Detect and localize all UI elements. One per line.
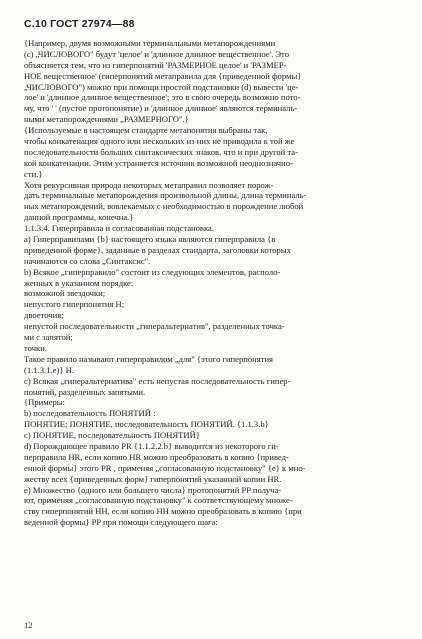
text-line: приведенной форме}, заданные в разделах стандарта, заголовки которых <box>24 244 291 255</box>
text-line: ют, применяя „согласованную подстановку" к соответствующему множе- <box>24 495 293 506</box>
text-line: понятий, разделенных запятыми. <box>24 386 146 397</box>
text-line: ми с запятой; <box>24 332 73 343</box>
text-line: дать терминальные метапорождения произвольной длины, длина терминаль- <box>24 190 307 201</box>
text-line: a) Гиперправилами {b} настоящего языка являются гиперправила {в <box>24 234 276 245</box>
text-line: чтобы конкатенация одного или нескольких из них не приводила к той же <box>24 136 295 147</box>
text-line: сти.} <box>24 168 43 179</box>
text-line: веденной формы} PP при помощи следующего шага: <box>24 517 218 528</box>
text-line: последовательности больших синтаксических знаков, что и при другой та- <box>24 146 298 157</box>
text-line: ПОНЯТИЕ; ПОНЯТИЕ, последовательность ПОНЯТИЙ. {1.1.3.b} <box>24 419 269 430</box>
text-line: „ЧИСЛОВОГО") можно при помощи простой подстановки (d) вывести 'це- <box>24 81 299 92</box>
text-line: точки. <box>24 342 47 353</box>
text-line: женных в указанном порядке: <box>24 277 134 288</box>
text-line: возможной звездочки; <box>24 288 106 299</box>
body-text <box>24 38 400 528</box>
page-number: 12 <box>24 620 33 630</box>
text-line: НОЕ вещественное' (гиперпонятий метаправила для {приведенной формы} <box>24 70 302 81</box>
text-line: перправила HR, если копию HR можно преобразовать в копию {привед- <box>24 451 289 462</box>
text-line: с) Всякая „гиперальтернатива" есть непустая последовательность гипер- <box>24 375 291 386</box>
text-line: d) Порождающее правило PR {1.1.2.2.b} выводится из некоторого ги- <box>24 440 279 451</box>
text-line: начинаются со слова „Синтаксис". <box>24 255 151 266</box>
text-line: {Примеры: <box>24 397 65 408</box>
text-line: объясняется тем, что из гиперпонятий 'РАЗМЕРНОЕ целое' и 'РАЗМЕР- <box>24 59 287 70</box>
page-header: С.10 ГОСТ 27974—88 <box>24 18 135 30</box>
text-line: непустого гиперпонятия Н; <box>24 299 125 310</box>
text-line: му, что ' ' (пустое протопонятие) и 'длинное длинное' являются терминаль- <box>24 103 298 114</box>
text-line: ными метапорождениями „РАЗМЕРНОГО".} <box>24 114 189 125</box>
text-line: b) последовательность ПОНЯТИЙ : <box>24 408 156 419</box>
text-line: Хотя рекурсивная природа некоторых метаправил позволяет порож- <box>24 179 274 190</box>
text-line: кой конкатенации. Этим устраняется источник возможной неоднозначно- <box>24 157 293 168</box>
text-line: данной программы, конечна.} <box>24 212 134 223</box>
text-line: е) Множество {одного или большего числа} протопонятий PP получа- <box>24 484 282 495</box>
text-line: жеству всех {приведенных форм} гиперпонятий указанной копии HR. <box>24 473 282 484</box>
text-line: {Например, двумя возможными терминальными метапорождениями <box>24 38 276 48</box>
text-line: енной формы} этого PR , применяя „согласованную подстановку" {е} к мно- <box>24 462 306 473</box>
text-line: с) ПОНЯТИЕ, последовательность ПОНЯТИЙ} <box>24 430 200 441</box>
text-line: (с) „ЧИСЛОВОГО" будут 'целое' и 'длинное длинное вещественное'. Это <box>24 48 289 59</box>
text-line: непустой последовательности „гиперальтернатив", разделенных точка- <box>24 321 285 332</box>
text-line: (1.1.3.1.е)} Н. <box>24 364 74 375</box>
text-line: ных метапорождений, вовлекаемых с необходимостью в порождение любой <box>24 201 304 212</box>
text-line: {Используемые в настоящем стандарте метапонятия выбраны так, <box>24 125 268 136</box>
text-line: Такое правило называют гиперправилом „для" {этого гиперпонятия <box>24 353 273 364</box>
text-line: лое' и 'длинное длинное вещественное'; это в свою очередь возможно пото- <box>24 92 301 103</box>
text-line: двоеточия; <box>24 310 64 321</box>
text-line: ству гиперпонятий НН, если копию НН можно преобразовать в копию {при <box>24 506 302 517</box>
text-line: 1.1.3.4. Гиперправила и согласованная подстановка. <box>24 223 215 234</box>
text-line: b) Всякое „гиперправило" состоит из следующих элементов, располо- <box>24 266 281 277</box>
